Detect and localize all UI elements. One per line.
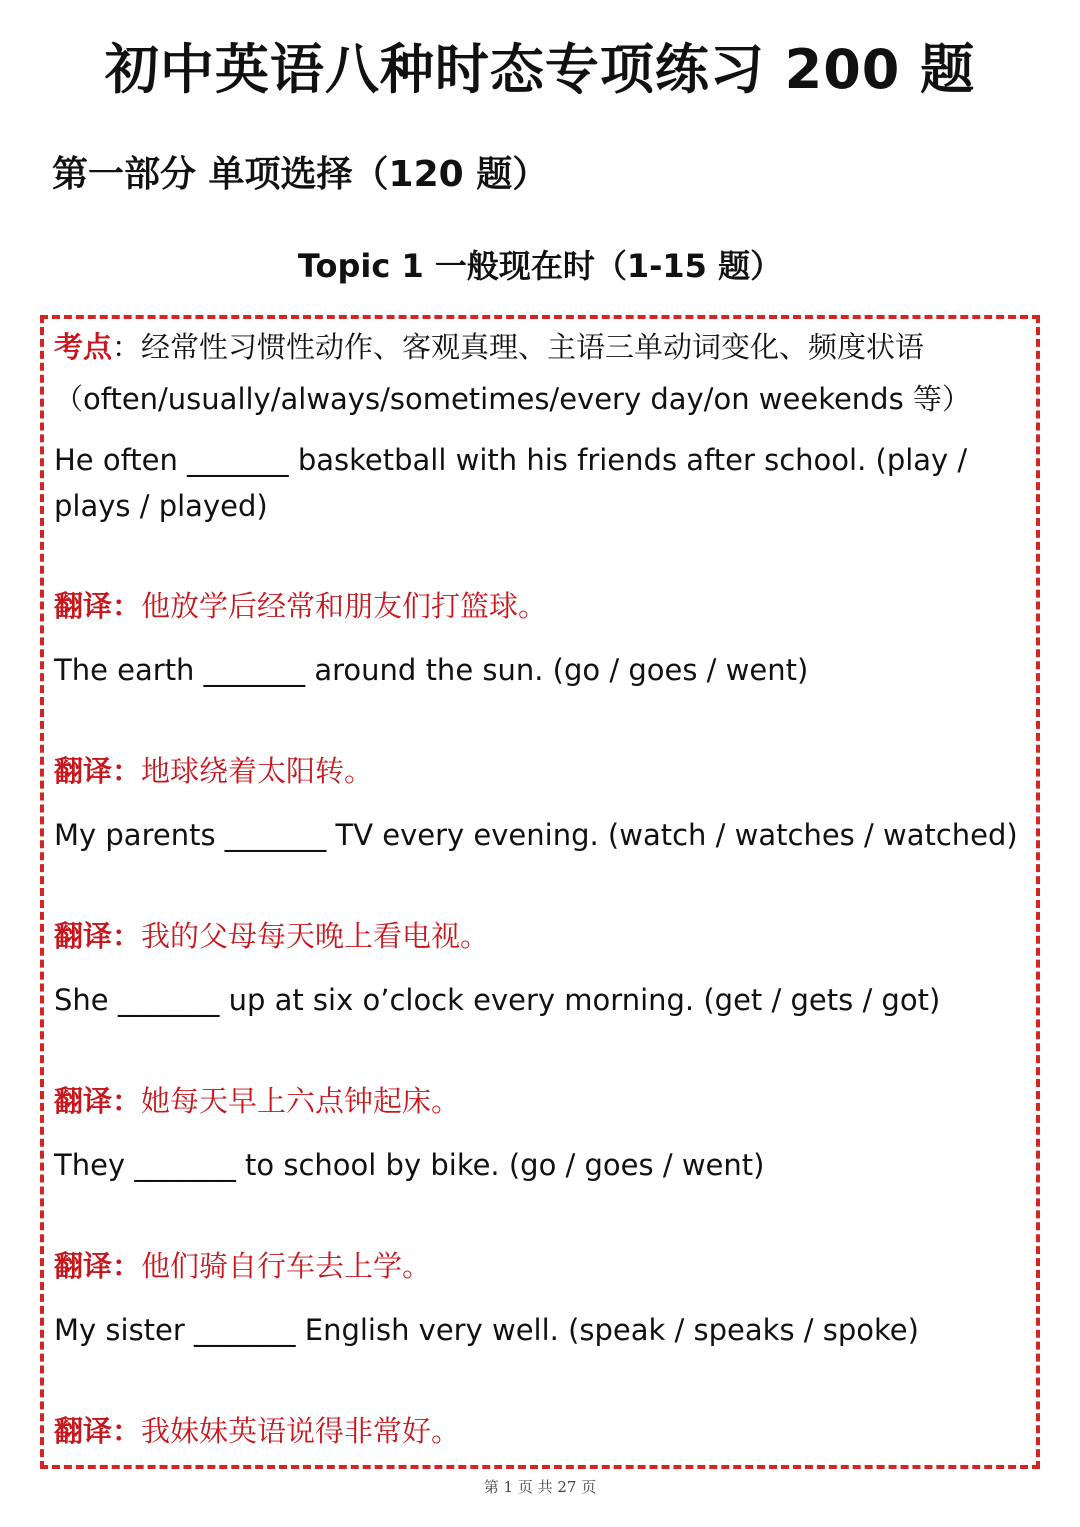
key-points-label: 考点 bbox=[54, 330, 113, 364]
translation-6 bbox=[54, 1408, 1024, 1454]
question-5: They _______ to school by bike. (go / goes / went) bbox=[54, 1148, 765, 1182]
translation-label: 翻译： bbox=[54, 919, 142, 953]
question-1: He often _______ basketball with his friends after school. (play / plays / played) bbox=[54, 443, 968, 523]
translation-label: 翻译： bbox=[54, 1414, 142, 1448]
translation-text: 她每天早上六点钟起床。 bbox=[141, 1084, 461, 1118]
translation-text: 他放学后经常和朋友们打篮球。 bbox=[141, 589, 548, 623]
translation-5 bbox=[54, 1243, 1024, 1289]
translation-label: 翻译： bbox=[54, 589, 142, 623]
page-number: 第 1 页 共 27 页 bbox=[483, 1478, 597, 1496]
question-4: She _______ up at six o’clock every morning. (get / gets / got) bbox=[54, 983, 941, 1017]
key-points-text: ：经常性习惯性动作、客观真理、主语三单动词变化、频度状语（often/usually/always/sometimes/every day/on weekends 等） bbox=[54, 330, 971, 416]
translation-4 bbox=[54, 1078, 1024, 1124]
translation-2 bbox=[54, 748, 1024, 794]
topic-heading: Topic 1 一般现在时（1-15 题） bbox=[297, 247, 783, 285]
translation-3 bbox=[54, 913, 1024, 959]
translation-text: 我的父母每天晚上看电视。 bbox=[141, 919, 490, 953]
key-points bbox=[54, 321, 1024, 425]
question-2: The earth _______ around the sun. (go / goes / went) bbox=[54, 653, 809, 687]
translation-text: 我妹妹英语说得非常好。 bbox=[141, 1414, 461, 1448]
question-6: My sister _______ English very well. (speak / speaks / spoke) bbox=[54, 1313, 919, 1347]
translation-text: 他们骑自行车去上学。 bbox=[141, 1249, 432, 1283]
document-title: 初中英语八种时态专项练习 200 题 bbox=[104, 38, 976, 101]
translation-label: 翻译： bbox=[54, 1249, 142, 1283]
question-3: My parents _______ TV every evening. (watch / watches / watched) bbox=[54, 818, 1018, 852]
exercise-box bbox=[40, 315, 1040, 1469]
translation-1 bbox=[54, 583, 1024, 629]
translation-text: 地球绕着太阳转。 bbox=[141, 754, 374, 788]
translation-label: 翻译： bbox=[54, 754, 142, 788]
section-heading: 第一部分 单项选择（120 题） bbox=[52, 154, 549, 195]
translation-label: 翻译： bbox=[54, 1084, 142, 1118]
